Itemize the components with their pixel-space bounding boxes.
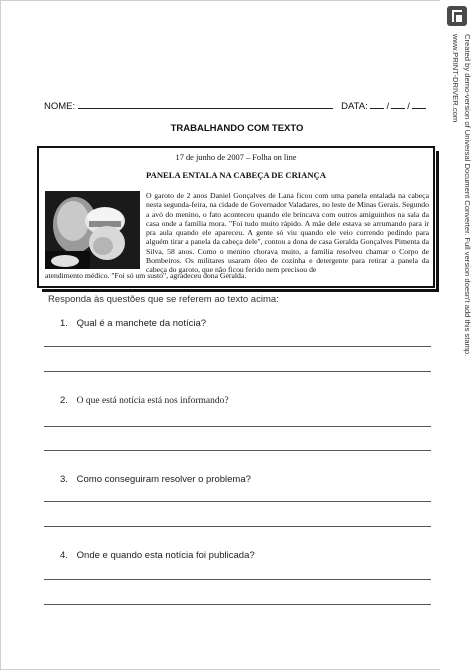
demo-stamp-line2: www.PRINT-DRIVER.com — [451, 34, 460, 123]
question-number: 1. — [60, 318, 68, 329]
question-text: Onde e quando esta notícia foi publicada? — [76, 550, 255, 561]
question-3 — [60, 474, 251, 485]
answer-line[interactable] — [44, 579, 431, 580]
year-blank[interactable] — [412, 99, 426, 109]
answer-line[interactable] — [44, 450, 431, 451]
question-number: 4. — [60, 550, 68, 561]
news-article-box — [37, 146, 435, 288]
question-1 — [60, 318, 206, 329]
article-date: 17 de junho de 2007 – Folha on line — [175, 153, 297, 162]
question-text: O que está notícia está nos informando? — [76, 396, 229, 406]
demo-stamp-line1: Created by demo-version of Universal Document Converter. Full version doesn't add this stamp. — [463, 34, 472, 357]
date-sep: / — [407, 101, 410, 112]
article-photo — [45, 191, 140, 269]
name-date-row — [44, 99, 426, 112]
month-blank[interactable] — [391, 99, 405, 109]
instructions: Responda às questões que se referem ao texto acima: — [48, 294, 279, 305]
question-number: 2. — [60, 395, 68, 406]
nome-label: NOME: — [44, 101, 76, 112]
converter-logo-icon — [447, 6, 467, 26]
nome-blank[interactable] — [78, 99, 333, 109]
question-2 — [60, 395, 229, 406]
answer-line[interactable] — [44, 371, 431, 372]
answer-line[interactable] — [44, 604, 431, 605]
page-title: TRABALHANDO COM TEXTO — [170, 123, 304, 134]
child-with-pot-photo — [45, 191, 140, 269]
day-blank[interactable] — [370, 99, 384, 109]
article-body-end: atendimento médico. "Foi só um susto", agradeceu dona Geralda. — [45, 271, 247, 280]
answer-line[interactable] — [44, 426, 431, 427]
article-body: O garoto de 2 anos Daniel Gonçalves de Lana ficou com uma panela entalada na cabeça nesta segunda-feira, na cidade de Governador Valadares, no leste de Minas Gerais. Segundo a avó do menino, o fato aconteceu quando ele brincava com outros amiguinhos na sala da casa onde a família mora. "Foi tudo muito rápido. A mãe dele estava se arrumando para ir pra aula quando ele apareceu. A gente só viu quando ele veio correndo pedindo para alguém tirar a panela da cabeça dele", contou a dona de casa Geralda Gonçalves Pimenta da Silva, 58 anos. Como o menino chorava muito, a família resolveu chamar o Corpo de Bombeiros. Os militares usaram óleo de cozinha e detergente para retirar a panela da cabeça do garoto, que não ficou ferido nem precisou de — [146, 191, 429, 275]
question-text: Qual é a manchete da notícia? — [76, 318, 207, 329]
question-text: Como conseguiram resolver o problema? — [76, 474, 251, 485]
question-number: 3. — [60, 474, 68, 485]
article-headline: PANELA ENTALA NA CABEÇA DE CRIANÇA — [146, 170, 326, 180]
demo-stamp — [443, 34, 473, 454]
question-4 — [60, 550, 255, 561]
answer-line[interactable] — [44, 501, 431, 502]
data-label: DATA: — [341, 101, 368, 112]
answer-line[interactable] — [44, 526, 431, 527]
answer-line[interactable] — [44, 346, 431, 347]
date-sep: / — [386, 101, 390, 112]
